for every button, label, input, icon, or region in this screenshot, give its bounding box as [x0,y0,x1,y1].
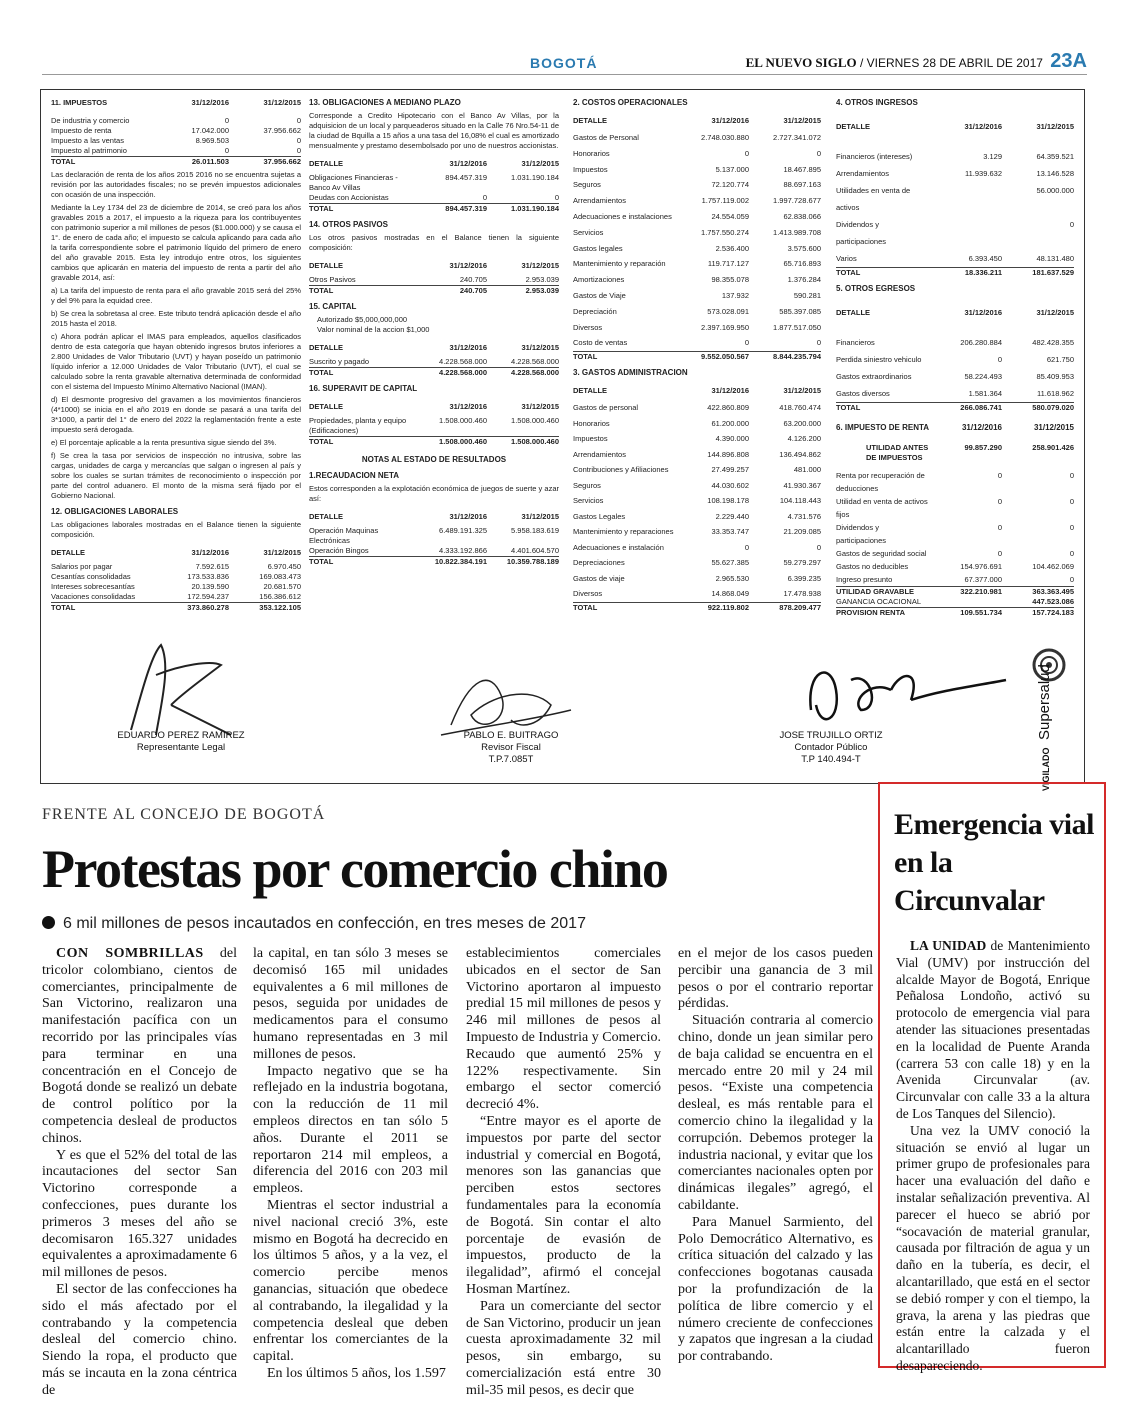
financial-notes-box [40,89,1085,791]
table-total-row: TOTAL 240.705 2.953.039 [309,286,559,295]
table-total-row: TOTAL 9.552.050.567 8.844.235.794 [573,352,821,362]
section-title: 2. COSTOS OPERACIONALES [573,98,688,107]
table-row: Seguros 72.120.774 88.697.163 [573,180,821,190]
article-paragraph: Y es que el 52% del total de las incautaciones del sector San Victorino corresponde a confecciones, pues durante los primeros 3 meses del año se decomisaron 165.327 unidades equivalentes a aproximadamente 6 mil millones de pesos. [42,1147,237,1281]
article-paragraph: Para un comerciante del sector de San Victorino, producir un jean cuesta aproximadamente 32 mil pesos, sin embargo, su comercialización está entre 30 mil-35 mil pesos, es decir que [466,1298,661,1398]
table-row: Gastos de Personal 2.748.030.880 2.727.341.072 [573,133,821,142]
table-total-row: TOTAL 18.336.211 181.637.529 [836,268,1074,277]
signature-block-fiscal: PABLO E. BUITRAGO Revisor Fiscal T.P.7.085T [463,730,559,765]
table-row: Gastos extraordinarios 58.224.493 85.409.953 [836,372,1074,381]
table-row: Diversos 14.868.049 17.478.938 [573,589,821,599]
signature-block-contador: JOSE TRUJILLO ORTIZ Contador Público T.P 140.494-T [779,730,883,765]
lead-in-caps: LA UNIDAD [910,938,987,953]
note-paragraph: Los otros pasivos mostradas en el Balance tienen la siguiente composición: [309,233,559,252]
table-total-row: TOTAL 894.457.319 1.031.190.184 [309,204,559,213]
article-paragraph: Mientras el sector industrial a nivel nacional creció 3%, este mismo en Bogotá ha decrecido en los últimos 5 años, y a la vez, el comercio percibe menos ganancias, situación que obedece al contrabando, la ilegalidad y la competencia desleal que deben enfrentar los comerciantes de la capital. [253,1197,448,1365]
table-row: Renta por recuperación de deducciones 0 0 [836,471,1074,493]
table-row: Arrendamientos 11.939.632 13.146.528 [836,169,1074,178]
table-total-row: TOTAL 10.822.384.191 10.359.788.189 [309,557,559,566]
table-row: Arrendamientos 1.757.119.002 1.997.728.677 [573,196,821,206]
article-paragraph: En los últimos 5 años, los 1.597 [267,1365,446,1381]
signature-block-legal: EDUARDO PEREZ RAMIREZ Representante Legal [117,730,245,753]
table-row: Amortizaciones 98.355.078 1.376.284 [573,275,821,285]
table-row: Adecuaciones e instalación 0 0 [573,542,821,552]
note-paragraph: a) La tarifa del impuesto de renta para el año gravable 2015 será del 25% y del 9% para la equidad cree. [51,286,301,305]
note-paragraph: b) Se crea la sobretasa al cree. Este tributo tendrá aplicación desde el año 2015 hasta el 2018. [51,309,301,328]
capital-nominal: Valor nominal de la accion $1,000 [317,325,430,334]
table-row: Dividendos y participaciones 0 [836,220,1074,246]
table-total-row: TOTAL 26.011.503 37.956.662 [51,157,301,166]
article-paragraph: la capital, en tan sólo 3 meses se decomisó 165 mil unidades equivalentes a 6 mil millones de pesos, seguida por unidades de medicamentos para el consumo humano representadas en 3 mil millones de pesos. [253,946,448,1062]
lead-in-caps: CON SOMBRILLAS [56,946,204,961]
issue-date: / VIERNES 28 DE ABRIL DE 2017 [859,56,1043,70]
table-total-row: TOTAL 1.508.000.460 1.508.000.460 [309,437,559,446]
article-column-2 [253,946,448,1383]
table-row: Honorarios 61.200.000 63.200.000 [573,418,821,428]
note-paragraph: e) El porcentaje aplicable a la renta presuntiva sigue siendo del 3%. [51,438,277,447]
table-row: Deudas con Accionistas 0 0 [309,193,559,202]
table-row: Otros Pasivos 240.705 2.953.039 [309,275,559,284]
table-total-row: TOTAL 922.119.802 878.209.477 [573,602,821,612]
supersalud-seal [1024,645,1074,791]
table-row: Depreciaciones 55.627.385 59.279.297 [573,558,821,568]
section-label: BOGOTÁ [530,55,598,71]
table-row: GANANCIA OCACIONAL 447.523.086 [836,597,1074,606]
table-row: Adecuaciones e instalaciones 24.554.059 62.838.066 [573,211,821,221]
table-row: Utilidades en venta de activos 56.000.000 [836,186,1074,212]
table-row: Diversos 2.397.169.950 1.877.517.050 [573,322,821,332]
table-row: Ingreso presunto 67.377.000 0 [836,575,1074,584]
sidebar-story-box [878,782,1106,1373]
table-row: Operación Bingos 4.333.192.866 4.401.604.570 [309,546,559,555]
section-title: 16. SUPERAVIT DE CAPITAL [309,384,418,393]
note-paragraph: Las obligaciones laborales mostradas en el Balance tienen la siguiente composición. [51,520,301,539]
fin-column-1: 11. IMPUESTOS 31/12/2016 31/12/2015 De industria y comercio 0 0 Impuesto de renta 17.042.000 37.956.662 Impuesto a las ventas 8.969.503 0 Impuesto al patrimonio 0 0 TOTAL 26.011.503 37.956.662 Las declaración de renta de los años 2015 2016 no se encuentra sujetas a revisión por las autoridades fiscales; no se prevén impuestos adicionales con ocasión de una inspección. Mediante la Ley 1734 del 23 de diciembre de 2014, se creó para los años gravables 2015 a 2017, el impuesto a la riqueza para los contribuyentes con patrimonio superior a mil millones de pesos ($1.000.000) y se causa el 1°. de enero de cada año; el impuesto se calcula aplicando para cada año la tarifa correspondiente sobre el patrimonio líquido del primero de enero del año gravable 2015. Esta ley introdujo entre otros, los siguientes cambios que aplicarán en materia del impuesto de renta a partir del año gravable 2014, así: a) La tarifa del impuesto de renta para el año gravable 2015 será del 25% y del 9% para la equidad cree. b) Se crea la sobretasa al cree. Este tributo tendrá aplicación desde el año 2015 hasta el 2018. c) Ahora podrán aplicar el IMAS para empleados, aquellos clasificados dentro de esta categoría que hayan obtenido ingresos brutos inferiores a 2.800 Unidades de Valor Tributario (UVT) y hayan poseído un patrimonio líquido inferior a 12.000 Unidades de Valor Tributario (UVT), el cual se calculado sobre la renta gravable alternativa determinada de conformidad con el sistema del Impuesto Mínimo Alternativo Nacional (IMAN). d) El desmonte progresivo del gravamen a los movimientos financieros (4*1000) se inicia en el año 2019 en donde se pasará a una tarifa del 3*1000, a partir del 1° de enero del 2022 la reglamentación frente a este impuesto será derogada. e) El porcentaje aplicable a la renta presuntiva sigue siendo del 3%. f) Se crea la tasa por servicios de inspección no intrusiva, sobre las cargas, unidades de carga y mercancías que salgan o ingresen al país y sobre los cuales se surtan trámites de reconocimiento o inspección por parte del control aduanero. El monto de la misma será fijado por el Gobierno Nacional. 12. OBLIGACIONES LABORALES Las obligaciones laborales mostradas en el Balance tienen la siguiente composición. DETALLE 31/12/2016 31/12/2015 Salarios por pagar 7.592.615 6.970.450 Cesantías consolidadas 173.533.836 169.083.473 Intereses sobrecesantías 20.139.590 20.681.570 Vacaciones consolidadas 172.594.237 156.386.612 TOTAL 373.860.278 353.122.105 [51,98,301,612]
note-paragraph: Corresponde a Credito Hipotecario con el Banco Av Villas, por la adquisicion de un local y parqueaderos situado en la Calle 76 Nro.54-11 de la ciudad de Bquilla a 15 años a una tasa del 16,08% el cual es amortizado mensualmente y prestamo desembolsado por uno de nuestros accionistas. [309,111,559,150]
capital-authorized: Autorizado $5,000,000,000 [317,315,408,324]
table-row: Utilidad en venta de activos fijos 0 0 [836,497,1074,519]
table-row: Impuestos 5.137.000 18.467.895 [573,164,821,174]
page-number: 23A [1050,50,1087,72]
note-paragraph: c) Ahora podrán aplicar el IMAS para empleados, aquellos clasificados dentro de esta categoría que hayan obtenido ingresos brutos inferiores a 2.800 Unidades de Valor Tributario (UVT) y hayan poseído un patrimonio líquido inferior a 12.000 Unidades de Valor Tributario (UVT), el cual se calculado sobre la renta gravable alternativa determinada de conformidad con el sistema del Impuesto Mínimo Alternativo Nacional (IMAN). [51,332,301,391]
table-row: Propiedades, planta y equipo (Edificaciones) 1.508.000.460 1.508.000.460 [309,416,559,435]
article-paragraph: “Entre mayor es el aporte de impuestos por parte del sector industrial y comercial en Bogotá, menores son las ganancias que perciben estos sectores fundamentales para la economía de Bogotá. Sin contar el alto porcentaje de evasión de impuestos, producto de la ilegalidad”, afirmó el concejal Hosman Martínez. [466,1113,661,1297]
article-paragraph: El sector de las confecciones ha sido el más afectado por el contrabando y la competencia desleal del comercio chino. Siendo la ropa, el producto que más se incauta en la zona céntrica de [42,1281,237,1398]
table-row: De industria y comercio 0 0 [51,116,301,125]
signature-scribble-contador [791,650,1011,740]
article-paragraph: establecimientos comerciales ubicados en el sector de San Victorino aportaron al impuesto predial 15 mil millones de pesos y 246 mil millones de pesos al Impuesto de Industria y Comercio. Recaudo que aumentó 25% y 122% respectivamente. Sin embargo el sector comerció decreció 4%. [466,946,661,1113]
note-paragraph: Estos corresponden a la explotación económica de juegos de suerte y azar así: [309,484,559,503]
article-paragraph: Una vez la UMV conoció la situación se envió al lugar un primer grupo de profesionales para hacer una evaluación del daño e instalar señalización preventiva. Al parecer el hueco se abrió por “socavación de material granular, causada por filtración de agua y un daño en la tubería, es decir, el alcantarillado, que está en el sector se debió romper y con el tiempo, la grava, la arena y las piedras que están entre la calzada y el alcantarillado fueron desapareciendo. [896,1122,1090,1373]
table-total-row: TOTAL 373.860.278 353.122.105 [51,603,301,612]
article-subheadline: 6 mil millones de pesos incautados en confección, en tres meses de 2017 [42,915,586,933]
article-paragraph: Impacto negativo que se ha reflejado en la industria bogotana, con la reducción de 11 mil empleos directos en tan sólo 5 años. Durante el 2011 se reportaron 214 mil empleos, a diferencia del 2016 con 203 mil empleos. [253,1063,448,1197]
table-row: Gastos legales 2.536.400 3.575.600 [573,243,821,253]
table-row: Dividendos y participaciones 0 0 [836,523,1074,545]
note-paragraph: f) Se crea la tasa por servicios de inspección no intrusiva, sobre las cargas, unidades de carga y mercancías que salgan o ingresen al país y sobre los cuales se surtan trámites de reconocimiento o inspección por parte del control aduanero. El monto de la misma será fijado por el Gobierno Nacional. [51,451,301,500]
table-row: Gastos de personal 422.860.809 418.760.474 [573,403,821,413]
table-row: Cesantías consolidadas 173.533.836 169.083.473 [51,572,301,581]
table-row: Vacaciones consolidadas 172.594.237 156.386.612 [51,592,301,601]
article-column-4 [678,946,873,1366]
table-row: Contribuciones y Afiliaciones 27.499.257 481.000 [573,465,821,475]
table-row: Gastos no deducibles 154.976.691 104.462.069 [836,562,1074,571]
page-header [746,50,1087,73]
table-row: Impuesto de renta 17.042.000 37.956.662 [51,126,301,135]
newspaper-name: EL NUEVO SIGLO [745,55,857,70]
section-title: 4. OTROS INGRESOS [836,98,918,107]
article-column-3 [466,946,661,1400]
sidebar-body: LA UNIDAD de Mantenimiento Vial (UMV) por instrucción del alcalde Mayor de Bogotá, Enrique Peñalosa Londoño, activó su protocolo de emergencia vial para atender las situaciones presentadas en la localidad de Puente Aranda (carrera 53 con calle 18) y en la Avenida Circunvalar (av. Circunvalar con calle 33 a la altura de Los Tanques del Silencio). Una vez la UMV conoció la situación se envió al lugar un primer grupo de profesionales para hacer una evaluación del daño e instalar señalización preventiva. Al parecer el hueco se abrió por “socavación de material granular, causada por filtración de agua y un daño en la tubería, es decir, el alcantarillado, que está en el sector se debió romper y con el tiempo, la grava, la arena y las piedras que están entre la calzada y el alcantarillado fueron desapareciendo. [896,938,1090,1373]
table-row: Operación Maquinas Electrónicas 6.489.191.325 5.958.183.619 [309,526,559,545]
table-total-row: UTILIDAD GRAVABLE 322.210.981 363.363.495 [836,587,1074,596]
table-row: Suscrito y pagado 4.228.568.000 4.228.568.000 [309,357,559,366]
fin-column-4: 4. OTROS INGRESOS DETALLE 31/12/2016 31/12/2015 Financieros (intereses) 3.129 64.359.521 Arrendamientos 11.939.632 13.146.528 Utilidades en venta de activos 56.000.000 Dividendos y participaciones 0 Varios 6.393.450 48.131.480 TOTAL 18.336.211 181.637.529 5. OTROS EGRESOS DETALLE 31/12/2016 31/12/2015 Financieros 206.280.884 482.428.355 Perdida siniestro vehiculo 0 621.750 Gastos extraordinarios 58.224.493 85.409.953 Gastos diversos 1.581.364 11.618.962 TOTAL 266.086.741 580.079.020 6. IMPUESTO DE RENTA 31/12/2016 31/12/2015 UTILIDAD ANTES DE IMPUESTOS 99.857.290 258.901.426 Renta por recuperación de deducciones 0 0 Utilidad en venta de activos fijos 0 0 Dividendos y participaciones 0 0 Gastos de seguridad social 0 0 Gastos no deducibles 154.976.691 104.462.069 Ingreso presunto 67.377.000 0 UTILIDAD GRAVABLE 322.210.981 363.363.495 GANANCIA OCACIONAL 447.523.086 PROVISION RENTA 109.551.734 157.724.183 [836,98,1074,617]
section-title: 1.RECAUDACION NETA [309,471,400,480]
section-title: NOTAS AL ESTADO DE RESULTADOS [361,455,507,464]
table-row: Varios 6.393.450 48.131.480 [836,254,1074,263]
table-row: Impuestos 4.390.000 4.126.200 [573,434,821,444]
table-total-row: PROVISION RENTA 109.551.734 157.724.183 [836,608,1074,617]
table-row: Gastos de seguridad social 0 0 [836,549,1074,558]
article-column-1: CON SOMBRILLAS del tricolor colombiano, cientos de comerciantes, principalmente de San Victorino, realizaron una manifestación pacífica con un recorrido por las principales vías para terminar en una concentración en el Concejo de Bogotá donde se realizó un debate de control político por la competencia desleal de productos chinos. Y es que el 52% del total de las incautaciones del sector San Victorino corresponde a confecciones, pues durante los primeros 3 meses del año se decomisaron 165.327 unidades equivalentes a aproximadamente 6 mil millones de pesos. El sector de las confecciones ha sido el más afectado por el contrabando y la competencia desleal del comercio chino. Siendo la ropa, el producto que más se incauta en la zona céntrica de [42,946,238,1398]
table-row: Gastos Legales 2.229.440 4.731.576 [573,511,821,521]
article-headline: Protestas por comercio chino [42,839,668,899]
table-row: Mantenimiento y reparación 119.717.127 65.716.893 [573,259,821,269]
table-row: Salarios por pagar 7.592.615 6.970.450 [51,562,301,571]
signature-scribble-legal [101,635,271,745]
note-paragraph: d) El desmonte progresivo del gravamen a los movimientos financieros (4*1000) se inicia en el año 2019 en donde se pasará a una tarifa del 3*1000, a partir del 1° de enero del 2022 la reglamentación frente a este impuesto será derogada. [51,395,301,434]
table-row: Impuesto a las ventas 8.969.503 0 [51,136,301,145]
table-row: Costo de ventas 0 0 [573,338,821,348]
section-title: 3. GASTOS ADMINISTRACION [573,368,688,378]
table-row: Honorarios 0 0 [573,148,821,158]
table-row: Depreciación 573.028.091 585.397.085 [573,306,821,316]
table-row: UTILIDAD ANTES DE IMPUESTOS 99.857.290 258.901.426 [866,443,1074,462]
table-row: Servicios 108.198.178 104.118.443 [573,496,821,506]
table-row: Intereses sobrecesantías 20.139.590 20.681.570 [51,582,301,591]
table-total-row: TOTAL 4.228.568.000 4.228.568.000 [309,368,559,377]
table-row: Gastos diversos 1.581.364 11.618.962 [836,389,1074,398]
table-row: Financieros 206.280.884 482.428.355 [836,338,1074,347]
note-paragraph: Las declaración de renta de los años 2015 2016 no se encuentra sujetas a revisión por las autoridades fiscales; no se prevén impuestos adicionales con ocasión de una inspección. [51,170,301,199]
table-row: Impuesto al patrimonio 0 0 [51,146,301,155]
table-row: Arrendamientos 144.896.808 136.494.862 [573,449,821,459]
table-row: Obligaciones Financieras - Banco Av Villas 894.457.319 1.031.190.184 [309,173,559,192]
table-row: Servicios 1.757.550.274 1.413.989.708 [573,227,821,237]
article-paragraph: en el mejor de los casos pueden percibir una ganancia de 3 mil pesos o por el contrario reportar pérdidas. [678,946,873,1012]
sidebar-headline: Emergencia vial en la Circunvalar [894,808,1094,917]
table-row: Mantenimiento y reparaciones 33.353.747 21.209.085 [573,527,821,537]
section-title: 12. OBLIGACIONES LABORALES [51,507,179,516]
bullet-icon [42,916,55,929]
note-paragraph: Mediante la Ley 1734 del 23 de diciembre de 2014, se creó para los años gravables 2015 a 2017, el impuesto a la riqueza para los contribuyentes con patrimonio superior a mil millones de pesos ($1.000.000) y se causa el 1°. de enero de cada año; el impuesto se calcula aplicando para cada año la tarifa correspondiente sobre el patrimonio líquido del primero de enero del año gravable 2015. Esta ley introdujo entre otros, los siguientes cambios que aplicarán en materia del impuesto de renta a partir del año gravable 2014, así: [51,203,301,282]
supersalud-label: Supersalud [1036,664,1053,741]
table-row: Gastos de viaje 2.965.530 6.399.235 [573,573,821,583]
table-row: Gastos de Viaje 137.932 590.281 [573,290,821,300]
article-kicker: FRENTE AL CONCEJO DE BOGOTÁ [42,806,326,823]
fin-column-3: 2. COSTOS OPERACIONALES DETALLE 31/12/2016 31/12/2015 Gastos de Personal 2.748.030.880 2.727.341.072 Honorarios 0 0 Impuestos 5.137.000 18.467.895 Seguros 72.120.774 88.697.163 Arrendamientos 1.757.119.002 1.997.728.677 Adecuaciones e instalaciones 24.554.059 62.838.066 Servicios 1.757.550.274 1.413.989.708 Gastos legales 2.536.400 3.575.600 Mantenimiento y reparación 119.717.127 65.716.893 Amortizaciones 98.355.078 1.376.284 Gastos de Viaje 137.932 590.281 Depreciación 573.028.091 585.397.085 Diversos 2.397.169.950 1.877.517.050 Costo de ventas 0 0 TOTAL 9.552.050.567 8.844.235.794 3. GASTOS ADMINISTRACION DETALLE 31/12/2016 31/12/2015 Gastos de personal 422.860.809 418.760.474 Honorarios 61.200.000 63.200.000 Impuestos 4.390.000 4.126.200 Arrendamientos 144.896.808 136.494.862 Contribuciones y Afiliaciones 27.499.257 481.000 Seguros 44.030.602 41.930.367 Servicios 108.198.178 104.118.443 Gastos Legales 2.229.440 4.731.576 Mantenimiento y reparaciones 33.353.747 21.209.085 Adecuaciones e instalación 0 0 Depreciaciones 55.627.385 59.279.297 Gastos de viaje 2.965.530 6.399.235 Diversos 14.868.049 17.478.938 TOTAL 922.119.802 878.209.477 [573,98,821,612]
table-total-row: TOTAL 266.086.741 580.079.020 [836,403,1074,412]
table-row: Perdida siniestro vehiculo 0 621.750 [836,355,1074,364]
section-title: 14. OTROS PASIVOS [309,220,388,229]
section-title: 13. OBLIGACIONES A MEDIANO PLAZO [309,98,461,107]
article-paragraph: Situación contraria al comercio chino, donde un jean similar pero de baja calidad se encuentra en el mercado entre 20 mil y 24 mil pesos. “Existe una competencia desleal, es más rentable para el comercio chino la ilegalidad y la corrupción. Debemos proteger la industria nacional, y evitar que los comerciantes nacionales opten por dinámicas ilegales” agregó, el cabildante. [678,1013,873,1213]
table-row: Seguros 44.030.602 41.930.367 [573,480,821,490]
vigilado-label: VIGILADO [1041,747,1051,791]
table-row: Financieros (intereses) 3.129 64.359.521 [836,152,1074,161]
article-paragraph: Para Manuel Sarmiento, del Polo Democrático Alternativo, es crítica situación del calzado y las confecciones bogotanas causada por la profundización de la política de libre comercio y el número creciente de confecciones y zapatos que ingresan a la ciudad por contrabando. [678,1214,873,1365]
fin-column-2: 13. OBLIGACIONES A MEDIANO PLAZO Corresponde a Credito Hipotecario con el Banco Av Villas, por la adquisicion de un local y parqueaderos situado en la Calle 76 Nro.54-11 de la ciudad de Bquilla a 15 años a una tasa del 16,08% el cual es amortizado mensualmente y prestamo desembolsado por uno de nuestros accionistas. DETALLE 31/12/2016 31/12/2015 Obligaciones Financieras - Banco Av Villas 894.457.319 1.031.190.184 Deudas con Accionistas 0 0 TOTAL 894.457.319 1.031.190.184 14. OTROS PASIVOS Los otros pasivos mostradas en el Balance tienen la siguiente composición: DETALLE 31/12/2016 31/12/2015 Otros Pasivos 240.705 2.953.039 TOTAL 240.705 2.953.039 15. CAPITAL Autorizado $5,000,000,000 Valor nominal de la accion $1,000 DETALLE 31/12/2016 31/12/2015 Suscrito y pagado 4.228.568.000 4.228.568.000 TOTAL 4.228.568.000 4.228.568.000 16. SUPERAVIT DE CAPITAL DETALLE 31/12/2016 31/12/2015 Propiedades, planta y equipo (Edificaciones) 1.508.000.460 1.508.000.460 TOTAL 1.508.000.460 1.508.000.460 NOTAS AL ESTADO DE RESULTADOS 1.RECAUDACION NETA Estos corresponden a la explotación económica de juegos de suerte y azar así: DETALLE 31/12/2016 31/12/2015 Operación Maquinas Electrónicas 6.489.191.325 5.958.183.619 Operación Bingos 4.333.192.866 4.401.604.570 TOTAL 10.822.384.191 10.359.788.189 [309,98,559,566]
header-rule [42,74,1087,75]
section-title: 5. OTROS EGRESOS [836,284,916,293]
section-title: 15. CAPITAL [309,302,357,311]
